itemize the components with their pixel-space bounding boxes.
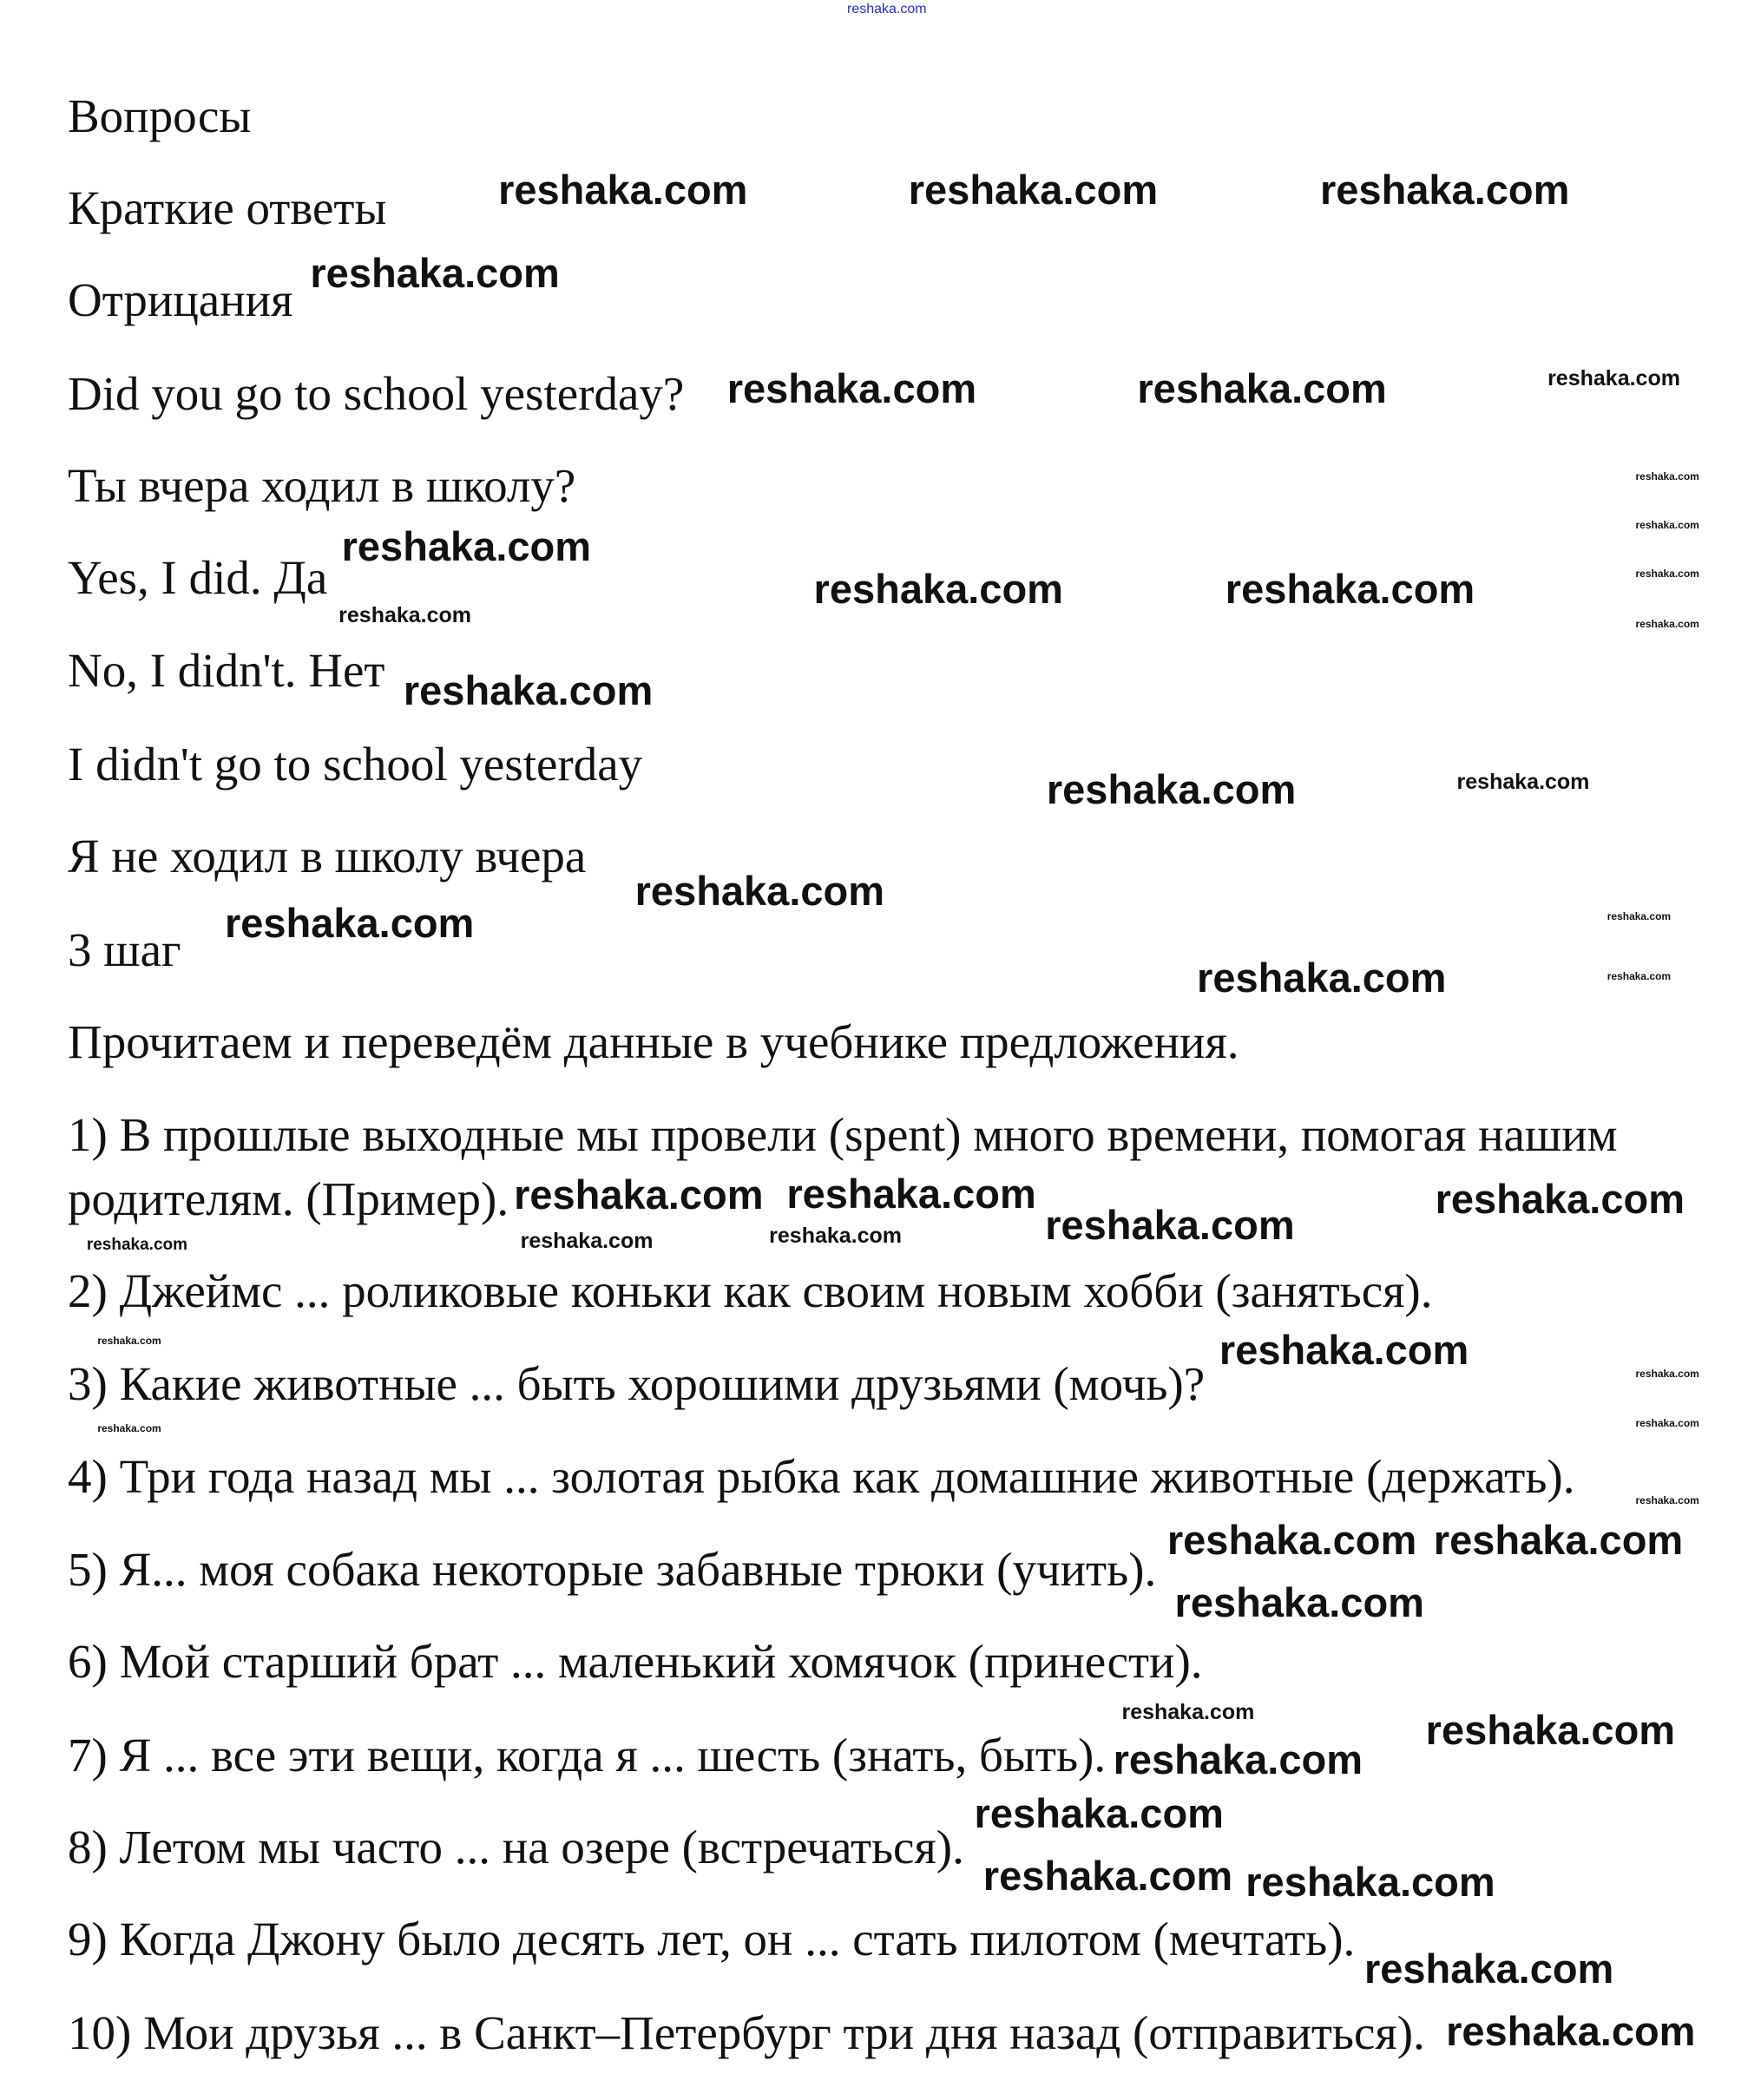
text-line: 8) Летом мы часто ... на озере (встречаться).	[68, 1820, 964, 1874]
text-line: Я не ходил в школу вчера	[68, 830, 587, 883]
watermark: reshaka.com	[1197, 955, 1447, 1001]
text-line: 10) Мои друзья ... в Санкт–Петербург три дня назад (отправиться).	[68, 2005, 1425, 2059]
text-line: родителям. (Пример).	[68, 1171, 509, 1225]
watermark: reshaka.com	[1635, 618, 1699, 631]
watermark: reshaka.com	[1433, 1517, 1684, 1564]
text-line: Yes, I did. Да	[68, 550, 328, 604]
watermark: reshaka.com	[982, 1853, 1233, 1900]
watermark: reshaka.com	[1245, 1859, 1495, 1906]
watermark: reshaka.com	[1425, 1707, 1676, 1754]
watermark: reshaka.com	[1547, 366, 1680, 391]
watermark: reshaka.com	[908, 166, 1159, 213]
watermark: reshaka.com	[1435, 1176, 1685, 1223]
watermark: reshaka.com	[786, 1171, 1036, 1217]
text-line: Отрицания	[68, 272, 293, 326]
text-line: 2) Джеймс ... роликовые коньки как своим новым хобби (заняться).	[68, 1263, 1433, 1317]
watermark: reshaka.com	[498, 166, 748, 213]
watermark: reshaka.com	[1635, 568, 1699, 581]
text-line: 3 шаг	[68, 922, 181, 976]
watermark: reshaka.com	[97, 1335, 161, 1348]
watermark: reshaka.com	[86, 1236, 188, 1255]
watermark: reshaka.com	[769, 1223, 903, 1248]
watermark: reshaka.com	[341, 523, 592, 570]
text-line: 5) Я... моя собака некоторые забавные трюки (учить).	[68, 1543, 1157, 1597]
text-line: 3) Какие животные ... быть хорошими друзьями (мочь)?	[68, 1357, 1206, 1411]
watermark: reshaka.com	[1045, 1202, 1295, 1249]
watermark: reshaka.com	[403, 667, 654, 714]
watermark: reshaka.com	[1046, 765, 1297, 812]
watermark: reshaka.com	[514, 1171, 764, 1218]
text-line: Краткие ответы	[68, 180, 387, 234]
watermark: reshaka.com	[726, 365, 977, 412]
watermark: reshaka.com	[974, 1790, 1224, 1837]
watermark: reshaka.com	[1225, 566, 1475, 613]
text-line: Прочитаем и переведём данные в учебнике предложения.	[68, 1014, 1239, 1068]
watermark: reshaka.com	[1174, 1579, 1424, 1626]
watermark: reshaka.com	[1635, 470, 1699, 483]
reshaka-top-link[interactable]: reshaka.com	[847, 2, 927, 16]
watermark: reshaka.com	[1635, 519, 1699, 532]
watermark: reshaka.com	[224, 899, 475, 946]
watermark: reshaka.com	[1320, 166, 1570, 213]
watermark: reshaka.com	[520, 1228, 654, 1253]
watermark: reshaka.com	[1137, 365, 1387, 412]
text-line: 9) Когда Джону было десять лет, он ... стать пилотом (мечтать).	[68, 1913, 1356, 1966]
text-line: 7) Я ... все эти вещи, когда я ... шесть (знать, быть).	[68, 1728, 1107, 1782]
watermark: reshaka.com	[1607, 910, 1672, 923]
watermark: reshaka.com	[1635, 1416, 1699, 1429]
watermark: reshaka.com	[1363, 1946, 1614, 1992]
text-line: Вопросы	[68, 89, 252, 142]
text-line: 1) В прошлые выходные мы провели (spent) много времени, помогая нашим	[68, 1108, 1618, 1162]
watermark: reshaka.com	[338, 603, 472, 628]
text-line: Ты вчера ходил в школу?	[68, 458, 576, 512]
text-line: No, I didn't. Нет	[68, 644, 385, 698]
watermark: reshaka.com	[1635, 1368, 1699, 1381]
watermark: reshaka.com	[310, 250, 560, 297]
watermark: reshaka.com	[634, 867, 885, 914]
watermark: reshaka.com	[1635, 1493, 1699, 1506]
watermark: reshaka.com	[1607, 969, 1672, 982]
text-line: 6) Мой старший брат ... маленький хомячок (принести).	[68, 1635, 1203, 1689]
watermark: reshaka.com	[1456, 770, 1590, 795]
watermark: reshaka.com	[1113, 1736, 1363, 1783]
watermark: reshaka.com	[1166, 1517, 1417, 1564]
watermark: reshaka.com	[97, 1422, 161, 1435]
text-line: 4) Три года назад мы ... золотая рыбка как домашние животные (держать).	[68, 1449, 1575, 1503]
watermark: reshaka.com	[1121, 1700, 1255, 1725]
watermark: reshaka.com	[813, 566, 1063, 613]
text-line: I didn't go to school yesterday	[68, 737, 643, 791]
watermark: reshaka.com	[1446, 2008, 1696, 2055]
watermark: reshaka.com	[1219, 1327, 1469, 1374]
text-line: Did you go to school yesterday?	[68, 366, 685, 420]
